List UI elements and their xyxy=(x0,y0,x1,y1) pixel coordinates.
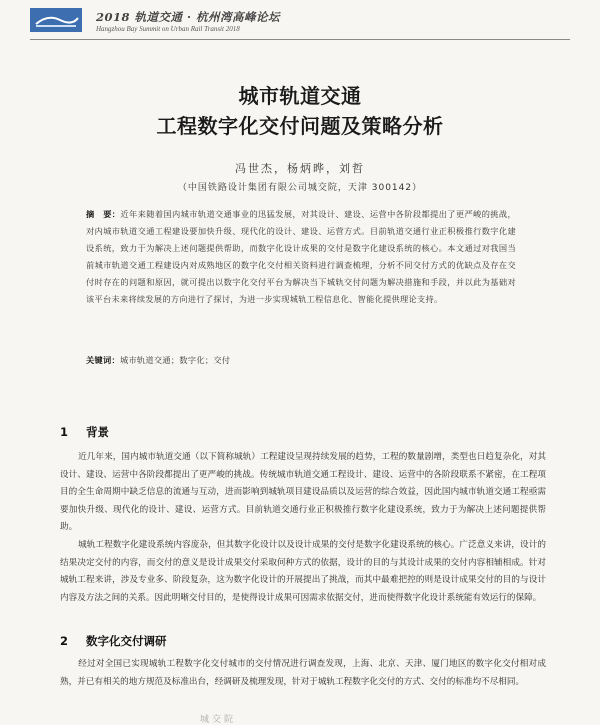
section-2-number: 2 xyxy=(60,634,69,648)
page-header xyxy=(30,6,570,38)
abstract xyxy=(86,206,516,308)
section-2-title: 数字化交付调研 xyxy=(86,634,167,648)
header-divider xyxy=(30,39,570,40)
section-2-heading xyxy=(60,633,167,649)
section-1-paragraph-2-text: 城轨工程数字化建设系统内容庞杂，但其数字化设计以及设计成果的交付是数字化建设系统的核心。广泛意义来讲，设计的结果决定交付的内容，而交付的意义是设计成果交付采取何种方式的依据，设计的目的与其设计成果的交付内容相辅相成。针对城轨工程来讲，涉及专业多、阶段复杂，这为数字化设计的开展提出了挑战，而其中最难把控的则是设计成果交付的目的与设计内容及方法之间的关系。因此明晰交付目的，是使得设计成果可因需求依据交付，进而使得数字化设计系统能有效运行的保障。 xyxy=(60,540,546,603)
paper-authors: 冯世杰，杨炳晔，刘哲 xyxy=(235,162,365,175)
conference-title-cn: 2018 轨道交通 · 杭州湾高峰论坛 xyxy=(96,10,281,24)
section-1-title: 背景 xyxy=(86,425,109,439)
conference-title-en: Hangzhou Bay Summit on Urban Rail Transit 2018 xyxy=(96,25,240,33)
abstract-text: 近年来随着国内城市轨道交通事业的迅猛发展，对其设计、建设、运营中各阶段都提出了更严峻的挑战，对内城市轨道交通工程建设要加快升级、现代化的设计、建设、运营方式。目前轨道交通行业正积极推行数字化建设系统，致力于为解决上述问题提供帮助，而数字化设计成果的交付是数字化建设系统的核心。本文通过对我国当前城市轨道交通工程建设内对成熟地区的数字化交付相关资料进行调查梳理，分析不同交付方式的优缺点及存在交付时存在的问题和原因，就可提出以数字化交付平台为解决当下城轨交付问题为解决措施和手段，并以此为基础对该平台未来将续发展的方向进行了探讨，为进一步实现城轨工程信息化、智能化提供理论支持。 xyxy=(86,209,516,304)
page-bottom-fragment: 城交院 xyxy=(200,715,237,725)
section-1-number: 1 xyxy=(60,425,69,439)
section-1-heading xyxy=(60,424,109,440)
section-2-paragraph-1-text: 经过对全国已实现城轨工程数字化交付城市的交付情况进行调查发现，上海、北京、天津、厦门地区的数字化交付相对成熟，并已有相关的地方规范及标准出台，经调研及梳理发现，针对于城轨工程数字化交付的方式、交付的标准均不尽相同。 xyxy=(60,659,546,687)
conference-logo-icon xyxy=(30,8,82,32)
section-1-paragraph-1 xyxy=(60,449,546,537)
paper-affiliation: （中国铁路设计集团有限公司城交院，天津 300142） xyxy=(177,183,423,193)
abstract-label: 摘 要： xyxy=(86,209,121,219)
paper-title-line1: 城市轨道交通 xyxy=(238,84,362,108)
keywords-text: 城市轨道交通；数字化；交付 xyxy=(119,355,231,365)
section-1-paragraph-1-text: 近几年来，国内城市轨道交通（以下简称城轨）工程建设呈现持续发展的趋势，工程的数量剧增，类型也日趋复杂化，对其设计、建设、运营中各阶段都提出了更严峻的挑战。传统城市轨道交通工程设计、建设、运营中的各阶段联系不紧密，在工程项目的全生命周期中缺乏信息的流通与互动，进而影响到城轨项目建设品质以及运营的综合效益，因此国内城市轨道交通工程亟需要加快升级、现代化的设计、建设、运营方式。目前轨道交通行业正积极推行数字化建设系统，致力于为解决上述问题提供帮助。 xyxy=(60,452,546,533)
paper-title-line2: 工程数字化交付问题及策略分析 xyxy=(156,114,444,138)
section-1-paragraph-2 xyxy=(60,537,546,607)
keywords-label: 关键词： xyxy=(86,355,120,365)
section-2-paragraph-1 xyxy=(60,656,546,691)
keywords xyxy=(86,355,516,366)
